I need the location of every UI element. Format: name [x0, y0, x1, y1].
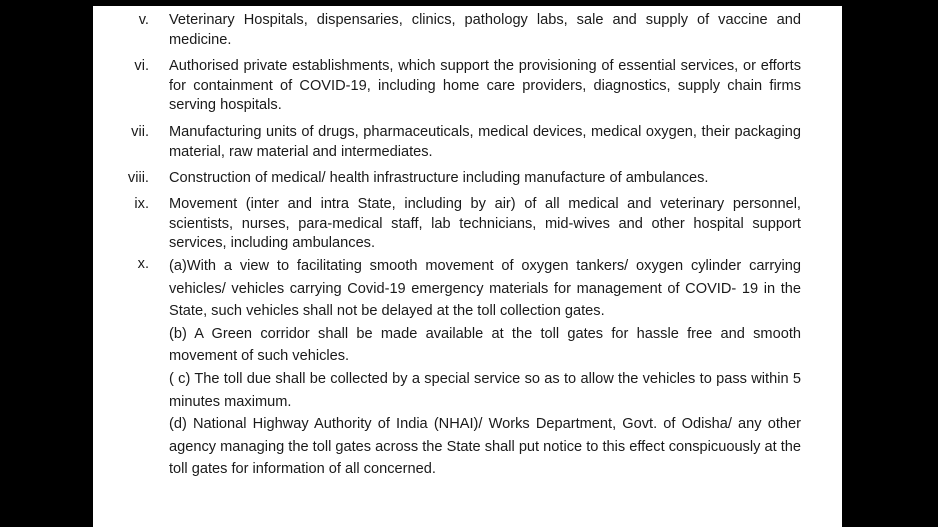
item-text — [169, 57, 801, 116]
item-number: vii. — [131, 124, 149, 140]
item-paragraph-c: ( c) The toll due shall be collected by a special service so as to allow the vehicles to pass within 5 minutes maximum. — [169, 370, 801, 410]
item-paragraph: Manufacturing units of drugs, pharmaceuticals, medical devices, medical oxygen, their packaging material, raw material and intermediates. — [169, 124, 801, 160]
item-text — [169, 11, 801, 50]
item-paragraph-a: (a)With a view to facilitating smooth movement of oxygen tankers/ oxygen cylinder carrying vehicles/ vehicles carrying Covid-19 emergency materials for management of COVID- 19 in the State, such vehicles shall not be delayed at the toll collection gates. — [169, 258, 801, 320]
item-paragraph-d: (d) National Highway Authority of India (NHAI)/ Works Department, Govt. of Odisha/ any other agency managing the toll gates across the State shall put notice to this effect conspicuously at the toll gates for information of all concerned. — [169, 416, 801, 478]
item-text — [169, 123, 801, 162]
item-number: v. — [138, 12, 149, 28]
item-paragraph-b: (b) A Green corridor shall be made available at the toll gates for hassle free and smooth movement of such vehicles. — [169, 325, 801, 365]
item-number: ix. — [134, 196, 149, 212]
item-number: x. — [137, 256, 149, 272]
item-paragraph: Movement (inter and intra State, including by air) of all medical and veterinary personnel, scientists, nurses, para-medical staff, lab technicians, mid-wives and other hospital support services, including ambulances. — [169, 196, 801, 251]
document-page — [93, 6, 842, 527]
item-paragraph: Authorised private establishments, which support the provisioning of essential services, or efforts for containment of COVID-19, including home care providers, diagnostics, supply chain firms serving hospitals. — [169, 58, 801, 113]
item-text — [169, 195, 801, 254]
item-paragraph: Veterinary Hospitals, dispensaries, clinics, pathology labs, sale and supply of vaccine and medicine. — [169, 12, 801, 48]
item-text — [169, 169, 801, 189]
item-number: viii. — [127, 170, 149, 186]
item-number: vi. — [134, 58, 149, 74]
item-text — [169, 255, 801, 481]
item-paragraph: Construction of medical/ health infrastructure including manufacture of ambulances. — [169, 170, 709, 186]
